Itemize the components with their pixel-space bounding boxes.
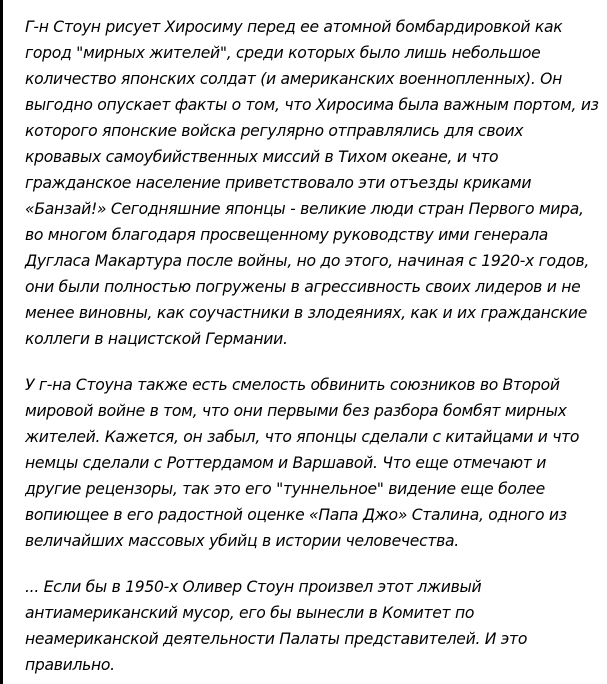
quote-paragraph-3: ... Если бы в 1950-х Оливер Стоун произвел этот лживый антиамериканский мусор, его бы вынесли в Комитет по неамериканской деятельности Палаты представителей. И это правильно. [25,578,528,674]
quote-paragraph-1: Г-н Стоун рисует Хиросиму перед ее атомной бомбардировкой как город "мирных жителей", среди которых было лишь небольшое количество японских солдат (и американских военнопленных). Он выгодно опускает факты о том, что Хиросима была важным портом, из которого японские войска регулярно отправлялись для своих кровавых самоубийственных миссий в Тихом океане, и что гражданское население приветствовало эти отъезды криками «Банзай!» Сегодняшние японцы - великие люди стран Первого мира, во многом благодаря просвещенному руководству ими генерала Дугласа Макартура после войны, но до этого, начиная с 1920-х годов, они были полностью погружены в агрессивность своих лидеров и не менее виновны, как соучастники в злодеяниях, как и их гражданские коллеги в нацистской Германии. [25,18,599,348]
quote-paragraph-2: У г-на Стоуна также есть смелость обвинить союзников во Второй мировой войне в том, что они первыми без разбора бомбят мирных жителей. Кажется, он забыл, что японцы сделали с китайцами и что немцы сделали с Роттердамом и Варшавой. Что еще отмечают и другие рецензоры, так это его "туннельное" видение еще более вопиющее в его радостной оценке «Папа Джо» Сталина, одного из величайших массовых убийц в истории человечества. [25,376,580,550]
